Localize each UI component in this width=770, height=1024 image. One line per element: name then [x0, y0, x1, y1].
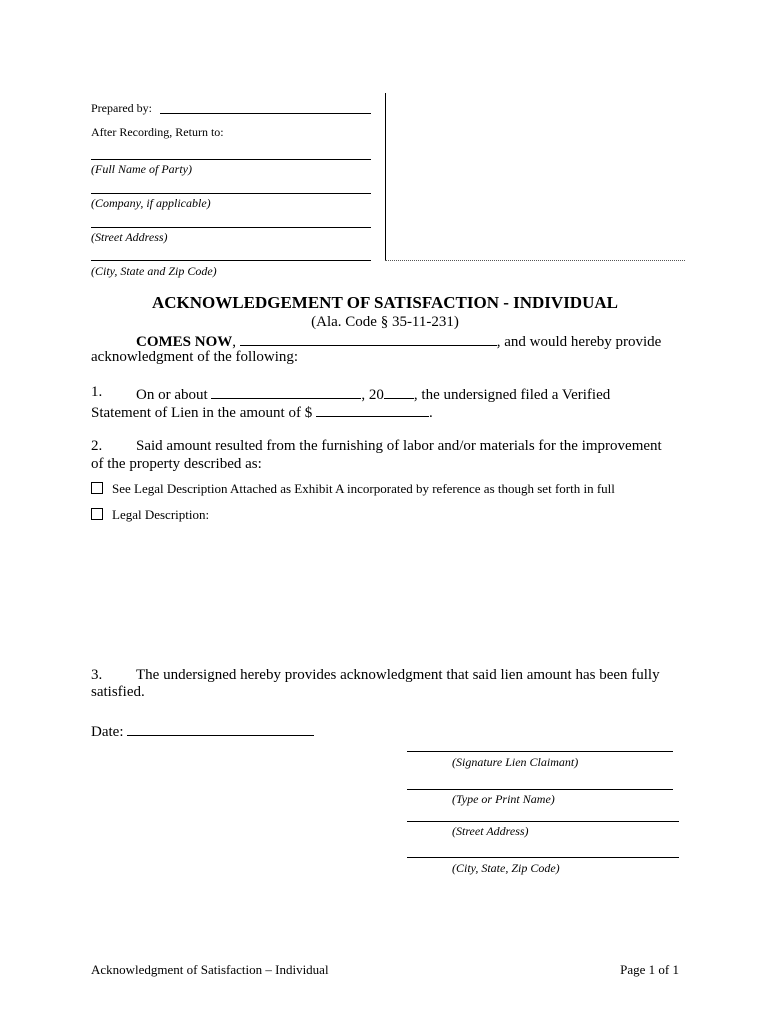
date-label: Date: [91, 724, 124, 740]
print-name-field[interactable] [407, 789, 673, 790]
item1-line1 [136, 384, 610, 404]
signature-caption: (Signature Lien Claimant) [452, 755, 579, 769]
item1-tail: , the undersigned filed a Verified [413, 387, 611, 403]
item2-number: 2. [91, 438, 103, 454]
prepared-by-label: Prepared by: [91, 101, 152, 115]
print-name-caption: (Type or Print Name) [452, 792, 555, 806]
street-field[interactable] [91, 227, 371, 228]
street-caption: (Street Address) [91, 230, 168, 244]
recording-area-bottom-border [385, 260, 685, 261]
filing-date-field[interactable] [211, 384, 361, 399]
exhibit-a-option-label: See Legal Description Attached as Exhibit A incorporated by reference as though set forth in full [112, 481, 615, 496]
intro-line1 [136, 331, 661, 351]
filing-year-field[interactable] [384, 384, 414, 399]
intro-tail: , and would hereby provide [496, 334, 662, 350]
intro-line2: acknowledgment of the following: [91, 349, 299, 365]
recording-area-left-border [385, 93, 386, 260]
city-field[interactable] [91, 260, 371, 261]
company-field[interactable] [91, 193, 371, 194]
comes-now-comma: , [232, 334, 237, 350]
date-row [91, 721, 314, 741]
full-name-field[interactable] [91, 159, 371, 160]
item1-year-prefix: , 20 [361, 387, 384, 403]
legal-description-label: Legal Description: [112, 507, 210, 522]
signature-field[interactable] [407, 751, 673, 752]
item1-number: 1. [91, 384, 103, 400]
item1-on-or-about: On or about [136, 387, 208, 403]
full-name-caption: (Full Name of Party) [91, 162, 192, 176]
document-title: ACKNOWLEDGEMENT OF SATISFACTION - INDIVIDUAL [152, 293, 618, 312]
item2-line1: Said amount resulted from the furnishing of labor and/or materials for the improvement [136, 438, 662, 454]
item3-number: 3. [91, 667, 103, 683]
item3-line1: The undersigned hereby provides acknowledgment that said lien amount has been fully [136, 667, 660, 683]
item1-line2-end: . [428, 405, 433, 421]
item3-line2: satisfied. [91, 684, 145, 700]
claimant-city-field[interactable] [407, 857, 679, 858]
claimant-street-caption: (Street Address) [452, 824, 529, 838]
prepared-by-field[interactable] [160, 113, 371, 114]
claimant-street-field[interactable] [407, 821, 679, 822]
exhibit-a-checkbox[interactable] [91, 482, 103, 494]
footer-doc-title: Acknowledgment of Satisfaction – Individual [91, 962, 329, 977]
footer-page-number: Page 1 of 1 [620, 962, 679, 977]
comes-now-label: COMES NOW [136, 334, 233, 350]
item1-line2 [91, 402, 433, 422]
claimant-city-caption: (City, State, Zip Code) [452, 861, 560, 875]
company-caption: (Company, if applicable) [91, 196, 211, 210]
claimant-name-field[interactable] [240, 331, 497, 346]
lien-amount-field[interactable] [316, 402, 429, 417]
item2-line2: of the property described as: [91, 456, 262, 472]
date-field[interactable] [127, 721, 314, 736]
legal-description-checkbox[interactable] [91, 508, 103, 520]
item1-line2-prefix: Statement of Lien in the amount of $ [91, 405, 313, 421]
city-caption: (City, State and Zip Code) [91, 264, 217, 278]
prepared-by-row [91, 101, 152, 116]
code-citation: (Ala. Code § 35-11-231) [311, 314, 459, 330]
return-to-label: After Recording, Return to: [91, 125, 224, 139]
